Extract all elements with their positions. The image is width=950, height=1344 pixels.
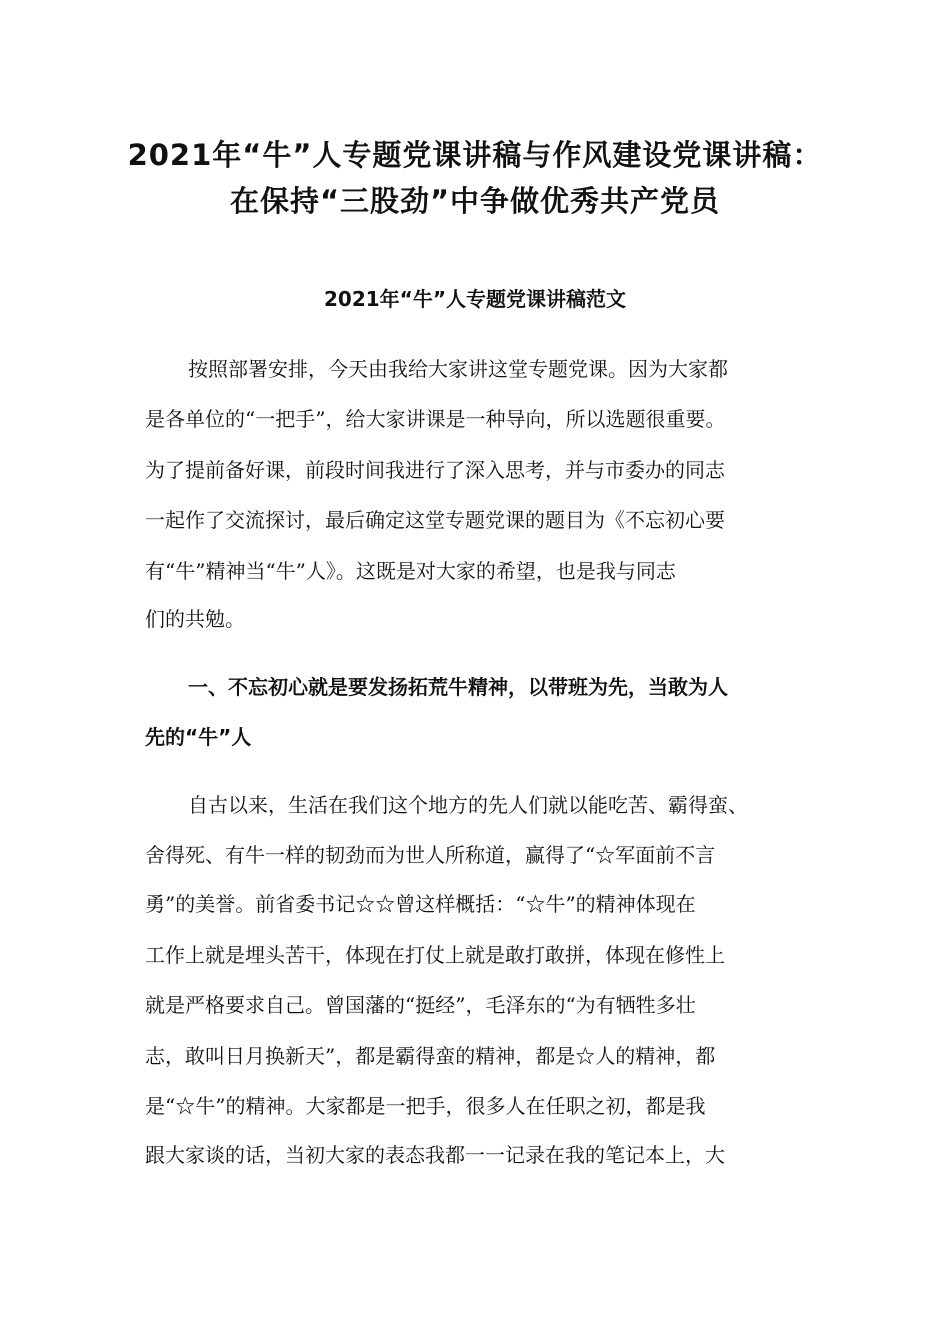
paragraph-line: 一起作了交流探讨，最后确定这堂专题党课的题目为《不忘初心要 <box>145 508 725 532</box>
section-heading-line: 一、不忘初心就是要发扬拓荒牛精神，以带班为先，当敢为人 <box>188 675 728 699</box>
section-subtitle: 2021年“牛”人专题党课讲稿范文 <box>324 287 626 311</box>
paragraph-line: 是各单位的“一把手”，给大家讲课是一种导向，所以选题很重要。 <box>145 407 726 431</box>
section-heading-line: 先的“牛”人 <box>145 725 252 749</box>
paragraph-line: 是“☆牛”的精神。大家都是一把手，很多人在任职之初，都是我 <box>145 1094 706 1118</box>
paragraph-line: 自古以来，生活在我们这个地方的先人们就以能吃苦、霸得蛮、 <box>188 793 748 817</box>
document-title-line-2: 在保持“三股劲”中争做优秀共产党员 <box>229 184 721 218</box>
paragraph-line: 为了提前备好课，前段时间我进行了深入思考，并与市委办的同志 <box>145 458 725 482</box>
paragraph-line: 有“牛”精神当“牛”人》。这既是对大家的希望，也是我与同志 <box>145 559 676 583</box>
paragraph-line: 跟大家谈的话，当初大家的表态我都一一记录在我的笔记本上，大 <box>145 1143 725 1167</box>
paragraph-line: 勇”的美誉。前省委书记☆☆曾这样概括：“☆牛”的精神体现在 <box>145 892 696 916</box>
paragraph-line: 按照部署安排，今天由我给大家讲这堂专题党课。因为大家都 <box>188 357 728 381</box>
paragraph-line: 志，敢叫日月换新天”，都是霸得蛮的精神，都是☆人的精神，都 <box>145 1044 716 1068</box>
paragraph-line: 们的共勉。 <box>145 607 245 631</box>
document-title-line-1: 2021年“牛”人专题党课讲稿与作风建设党课讲稿： <box>127 138 823 172</box>
paragraph-line: 工作上就是埋头苦干，体现在打仗上就是敢打敢拼，体现在修性上 <box>145 943 725 967</box>
paragraph-line: 就是严格要求自己。曾国藩的“挺经”，毛泽东的“为有牺牲多壮 <box>145 993 696 1017</box>
paragraph-line: 舍得死、有牛一样的韧劲而为世人所称道，赢得了“☆军面前不言 <box>145 843 716 867</box>
